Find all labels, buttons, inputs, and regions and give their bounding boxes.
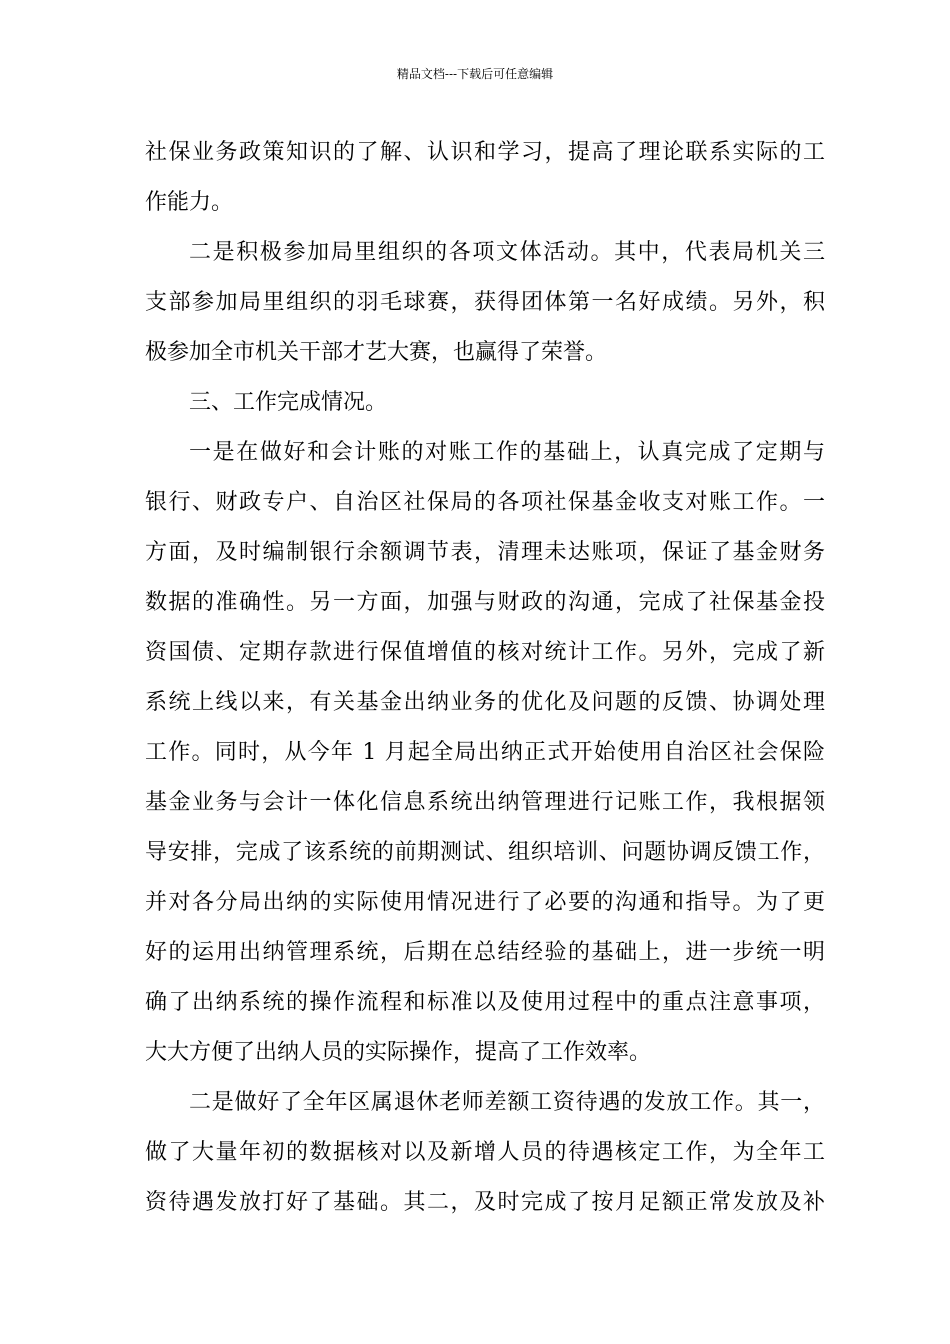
text-line: 极参加全市机关干部才艺大赛，也赢得了荣誉。: [145, 340, 608, 365]
section-heading: 三、工作完成情况。: [189, 390, 388, 415]
text-line: 确了出纳系统的操作流程和标准以及使用过程中的重点注意事项，: [145, 990, 825, 1015]
text-line: 大大方便了出纳人员的实际操作，提高了工作效率。: [145, 1040, 652, 1065]
text-line: 系统上线以来，有关基金出纳业务的优化及问题的反馈、协调处理: [145, 690, 825, 715]
text-line: 做了大量年初的数据核对以及新增人员的待遇核定工作，为全年工: [145, 1140, 825, 1165]
text-line: 支部参加局里组织的羽毛球赛，获得团体第一名好成绩。另外，积: [145, 290, 825, 315]
text-line: 导安排，完成了该系统的前期测试、组织培训、问题协调反馈工作，: [145, 840, 825, 865]
text-line: 方面，及时编制银行余额调节表，清理未达账项，保证了基金财务: [145, 540, 825, 565]
text-line: 并对各分局出纳的实际使用情况进行了必要的沟通和指导。为了更: [145, 890, 825, 915]
text-line: 资国债、定期存款进行保值增值的核对统计工作。另外，完成了新: [145, 640, 825, 665]
page-header: 精品文档---下载后可任意编辑: [396, 67, 554, 81]
text-line: 工作。同时，从今年 1 月起全局出纳正式开始使用自治区社会保险: [145, 740, 825, 765]
text-line: 银行、财政专户、自治区社保局的各项社保基金收支对账工作。一: [145, 490, 825, 515]
document-body: [145, 128, 825, 1228]
text-line: 资待遇发放打好了基础。其二，及时完成了按月足额正常发放及补: [145, 1190, 825, 1215]
text-line: 社保业务政策知识的了解、认识和学习，提高了理论联系实际的工: [145, 140, 825, 165]
text-line: 数据的准确性。另一方面，加强与财政的沟通，完成了社保基金投: [145, 590, 825, 615]
text-line: 基金业务与会计一体化信息系统出纳管理进行记账工作，我根据领: [145, 790, 825, 815]
text-line: 好的运用出纳管理系统，后期在总结经验的基础上，进一步统一明: [145, 940, 825, 965]
text-line: 二是做好了全年区属退休老师差额工资待遇的发放工作。其一，: [189, 1090, 825, 1115]
text-line: 一是在做好和会计账的对账工作的基础上，认真完成了定期与: [189, 440, 825, 465]
text-line: 作能力。: [145, 190, 234, 215]
text-line: 二是积极参加局里组织的各项文体活动。其中，代表局机关三: [189, 240, 825, 265]
